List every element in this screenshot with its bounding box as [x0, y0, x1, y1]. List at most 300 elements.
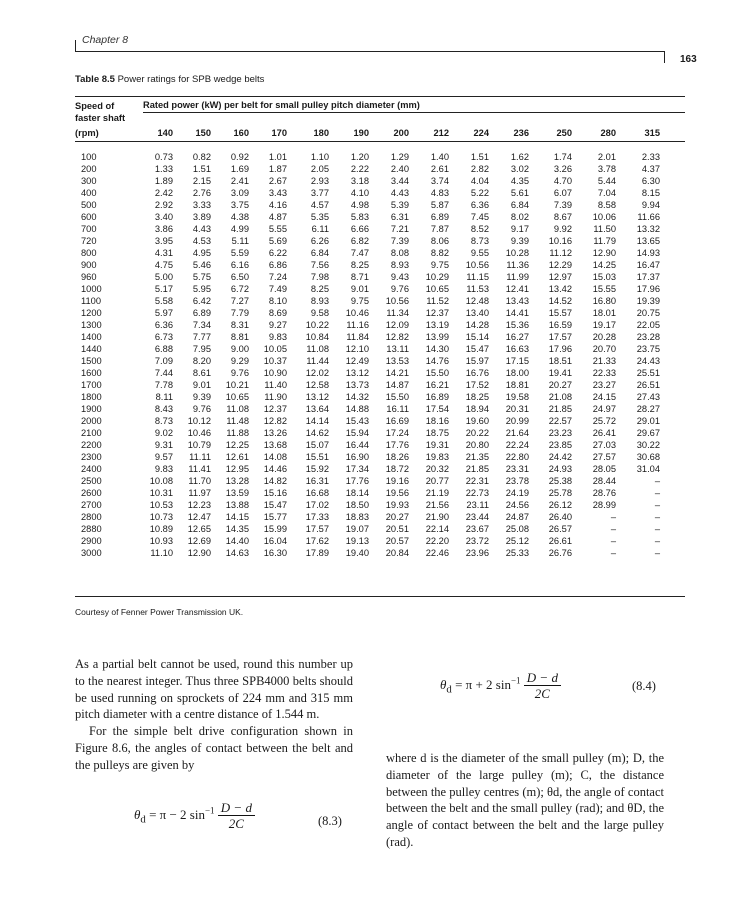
power-cell: 10.29: [425, 272, 449, 282]
power-cell: 7.49: [268, 284, 287, 294]
power-cell: 3.02: [510, 164, 529, 174]
table-row: [75, 523, 660, 535]
equation-number: (8.4): [632, 679, 656, 693]
row-speed-cell: 600: [81, 212, 97, 222]
power-cell: 21.85: [548, 404, 572, 414]
power-cell: 6.26: [310, 236, 329, 246]
table-label: Table 8.5: [75, 74, 115, 85]
power-cell: 3.18: [350, 176, 369, 186]
power-cell: 7.44: [154, 368, 173, 378]
power-cell: 12.82: [385, 332, 409, 342]
eq-numerator: D − d: [524, 670, 561, 686]
power-cell: 15.92: [305, 464, 329, 474]
power-cell: 8.93: [310, 296, 329, 306]
power-cell: 10.65: [225, 392, 249, 402]
power-cell: 5.22: [470, 188, 489, 198]
power-cell: 25.12: [505, 536, 529, 546]
power-cell: 23.27: [592, 380, 616, 390]
power-cell: 18.72: [385, 464, 409, 474]
power-cell: 4.16: [268, 200, 287, 210]
power-cell: 2.42: [154, 188, 173, 198]
power-cell: 7.47: [350, 248, 369, 258]
power-cell: 7.79: [230, 308, 249, 318]
power-cell: 7.98: [310, 272, 329, 282]
power-cell: 20.28: [592, 332, 616, 342]
power-cell: 11.88: [226, 428, 249, 438]
power-cell: 6.22: [268, 248, 287, 258]
power-cell: 20.32: [425, 464, 449, 474]
table-row: [75, 367, 660, 379]
row-speed-cell: 700: [81, 224, 97, 234]
table-top-rule: [75, 96, 685, 97]
power-cell: 5.35: [310, 212, 329, 222]
power-cell: 1.89: [154, 176, 173, 186]
power-cell: 10.89: [149, 524, 173, 534]
chapter-label: Chapter 8: [82, 34, 129, 46]
power-cell: 5.87: [430, 200, 449, 210]
power-cell: 11.44: [306, 356, 329, 366]
power-cell: 19.41: [548, 368, 572, 378]
power-cell: 4.31: [154, 248, 173, 258]
power-cell: 27.43: [636, 392, 660, 402]
power-cell: 2.92: [154, 200, 173, 210]
power-cell: 3.44: [390, 176, 409, 186]
table-row: [75, 391, 660, 403]
power-cell: 6.36: [154, 320, 173, 330]
power-cell: 22.33: [592, 368, 616, 378]
row-speed-cell: 900: [81, 260, 97, 270]
power-cell: 4.53: [192, 236, 211, 246]
power-cell: 10.90: [263, 368, 287, 378]
power-cell: 5.46: [192, 260, 211, 270]
power-cell: 26.40: [548, 512, 572, 522]
power-cell: 12.09: [385, 320, 409, 330]
power-cell: 7.09: [154, 356, 173, 366]
row-speed-cell: 1100: [81, 296, 101, 306]
power-cell: 10.93: [149, 536, 173, 546]
power-cell: 2.67: [268, 176, 287, 186]
power-cell: 23.72: [465, 536, 489, 546]
power-cell: 22.80: [505, 452, 529, 462]
power-cell: 10.53: [149, 500, 173, 510]
header-rule: [75, 51, 665, 52]
power-cell: 11.84: [346, 332, 369, 342]
row-speed-cell: 300: [81, 176, 97, 186]
power-cell: 8.25: [310, 284, 329, 294]
power-cell: 7.87: [430, 224, 449, 234]
eq-superscript: −1: [204, 805, 215, 816]
power-cell: –: [654, 476, 660, 486]
power-cell: 18.94: [465, 404, 489, 414]
power-cell: 10.12: [187, 416, 211, 426]
power-cell: 2.33: [641, 152, 660, 162]
power-cell: 9.39: [192, 392, 211, 402]
power-cell: 15.94: [345, 428, 369, 438]
paragraph: As a partial belt cannot be used, round this number up to the nearest integer. Thus three SPB4000 belts should be used running on sprockets of 224 mm and 315 mm pitch diameter with a centre distance of 1.544 m.: [75, 657, 353, 722]
power-cell: 16.31: [305, 476, 329, 486]
table-caption: Power ratings for SPB wedge belts: [117, 74, 265, 85]
power-cell: 24.93: [548, 464, 572, 474]
power-cell: 28.05: [592, 464, 616, 474]
power-cell: 5.39: [390, 200, 409, 210]
power-cell: 8.20: [192, 356, 211, 366]
power-cell: 16.89: [425, 392, 449, 402]
eq-theta: θ: [440, 676, 447, 692]
power-cell: 10.08: [149, 476, 173, 486]
power-cell: 17.57: [305, 524, 329, 534]
power-cell: 23.75: [636, 344, 660, 354]
power-cell: 13.73: [345, 380, 369, 390]
power-cell: 8.06: [430, 236, 449, 246]
power-cell: 13.68: [263, 440, 287, 450]
power-cell: 3.33: [192, 200, 211, 210]
paragraph: For the simple belt drive configuration shown in Figure 8.6, the angles of contact between the belt and the pulleys are given by: [75, 724, 353, 772]
power-cell: 22.14: [425, 524, 449, 534]
power-cell: 24.42: [548, 452, 572, 462]
table-row: [75, 535, 660, 547]
column-header-315: 315: [644, 128, 660, 138]
power-cell: 1.62: [510, 152, 529, 162]
power-cell: 31.04: [636, 464, 660, 474]
power-cell: 25.51: [636, 368, 660, 378]
power-cell: 7.21: [390, 224, 409, 234]
power-cell: 12.25: [225, 440, 249, 450]
power-cell: 6.42: [192, 296, 211, 306]
power-cell: 21.90: [425, 512, 449, 522]
power-cell: 11.08: [226, 404, 249, 414]
power-cell: –: [654, 512, 660, 522]
table-title: [75, 74, 264, 85]
power-cell: 22.05: [636, 320, 660, 330]
power-cell: 12.97: [548, 272, 572, 282]
table-row: [75, 143, 660, 163]
power-cell: 24.15: [592, 392, 616, 402]
power-cell: 10.05: [263, 344, 287, 354]
row-speed-cell: 1500: [81, 356, 102, 366]
power-cell: 12.58: [305, 380, 329, 390]
table-row: [75, 187, 660, 199]
power-cell: 4.95: [192, 248, 211, 258]
power-cell: 17.34: [345, 464, 369, 474]
row-speed-cell: 1200: [81, 308, 102, 318]
row-speed-cell: 2800: [81, 512, 102, 522]
power-cell: –: [610, 512, 616, 522]
right-column: [386, 750, 664, 851]
eq-theta: θ: [134, 806, 141, 822]
power-cell: 2.93: [310, 176, 329, 186]
power-cell: 18.81: [505, 380, 529, 390]
power-cell: 11.50: [593, 224, 616, 234]
power-cell: 7.04: [597, 188, 616, 198]
power-cell: 0.73: [154, 152, 173, 162]
power-cell: 1.51: [192, 164, 211, 174]
equation-8-3: [134, 800, 255, 831]
power-cell: 9.83: [268, 332, 287, 342]
power-cell: 7.39: [390, 236, 409, 246]
power-cell: 17.54: [425, 404, 449, 414]
power-cell: 28.76: [592, 488, 616, 498]
power-cell: 20.99: [505, 416, 529, 426]
power-cell: 25.08: [505, 524, 529, 534]
power-cell: 8.69: [268, 308, 287, 318]
power-cell: 14.32: [345, 392, 369, 402]
power-cell: 4.10: [350, 188, 369, 198]
power-cell: 1.33: [154, 164, 173, 174]
power-cell: 15.36: [505, 320, 529, 330]
table-bottom-rule: [75, 596, 685, 597]
power-cell: 22.20: [425, 536, 449, 546]
eq-middle: = π + 2 sin: [451, 676, 511, 692]
power-cell: 9.43: [390, 272, 409, 282]
eq-subscript: d: [140, 813, 146, 826]
power-cell: 16.04: [263, 536, 287, 546]
power-cell: 21.56: [425, 500, 449, 510]
power-cell: 28.99: [592, 500, 616, 510]
power-cell: 11.12: [549, 248, 572, 258]
spanner-rule: [143, 112, 685, 113]
power-cell: 25.78: [548, 488, 572, 498]
power-cell: 11.15: [466, 272, 489, 282]
power-cell: 2.40: [390, 164, 409, 174]
stub-header-rpm: (rpm): [75, 128, 99, 138]
power-cell: 3.09: [230, 188, 249, 198]
power-cell: 2.01: [597, 152, 616, 162]
power-cell: 17.02: [305, 500, 329, 510]
power-cell: 23.44: [465, 512, 489, 522]
power-cell: 4.57: [310, 200, 329, 210]
power-cell: 8.10: [268, 296, 287, 306]
power-cell: 15.57: [548, 308, 572, 318]
eq-fraction: [524, 670, 561, 701]
power-cell: 9.76: [390, 284, 409, 294]
power-cell: 17.37: [636, 272, 660, 282]
power-cell: 24.19: [505, 488, 529, 498]
left-column: [75, 656, 353, 774]
power-cell: 19.07: [345, 524, 369, 534]
power-cell: 19.16: [385, 476, 409, 486]
table-row: [75, 259, 660, 271]
power-cell: 13.11: [386, 344, 409, 354]
table-row: [75, 451, 660, 463]
stub-header: [75, 100, 135, 124]
power-cell: 6.36: [470, 200, 489, 210]
power-cell: 30.68: [636, 452, 660, 462]
power-cell: 27.57: [592, 452, 616, 462]
power-cell: 13.43: [505, 296, 529, 306]
power-cell: 13.99: [425, 332, 449, 342]
power-cell: 6.88: [154, 344, 173, 354]
power-cell: 18.75: [425, 428, 449, 438]
power-cell: 5.11: [231, 236, 249, 246]
power-cell: 18.26: [385, 452, 409, 462]
power-cell: 9.76: [192, 404, 211, 414]
power-cell: 9.01: [192, 380, 211, 390]
power-cell: 14.46: [263, 464, 287, 474]
power-cell: 1.69: [230, 164, 249, 174]
power-cell: 9.31: [154, 440, 173, 450]
power-cell: 8.58: [597, 200, 616, 210]
column-header-212: 212: [433, 128, 449, 138]
power-cell: 12.61: [225, 452, 249, 462]
power-cell: 13.64: [305, 404, 329, 414]
row-speed-cell: 1800: [81, 392, 102, 402]
power-cell: 11.08: [306, 344, 329, 354]
power-cell: 19.39: [636, 296, 660, 306]
power-cell: 11.97: [188, 488, 211, 498]
power-cell: 8.67: [553, 212, 572, 222]
column-header-160: 160: [233, 128, 249, 138]
power-cell: 10.28: [505, 248, 529, 258]
row-speed-cell: 1300: [81, 320, 102, 330]
power-cell: 2.82: [470, 164, 489, 174]
table-row: [75, 235, 660, 247]
power-cell: 3.74: [430, 176, 449, 186]
power-cell: 14.14: [305, 416, 329, 426]
power-cell: 24.97: [592, 404, 616, 414]
power-cell: 9.39: [510, 236, 529, 246]
column-header-150: 150: [195, 128, 211, 138]
power-cell: 27.03: [592, 440, 616, 450]
power-cell: 17.96: [636, 284, 660, 294]
power-cell: 10.06: [592, 212, 616, 222]
power-cell: 20.70: [592, 344, 616, 354]
row-speed-cell: 2100: [81, 428, 102, 438]
power-cell: 11.16: [346, 320, 369, 330]
power-cell: 7.77: [192, 332, 211, 342]
table-row: [75, 511, 660, 523]
power-cell: 14.52: [548, 296, 572, 306]
power-cell: 12.82: [263, 416, 287, 426]
row-speed-cell: 500: [81, 200, 97, 210]
page-number: 163: [680, 54, 697, 65]
row-speed-cell: 1600: [81, 368, 102, 378]
eq-subscript: d: [446, 683, 452, 696]
row-speed-cell: 1900: [81, 404, 102, 414]
power-cell: 4.35: [510, 176, 529, 186]
table-row: [75, 463, 660, 475]
power-cell: 8.81: [230, 332, 249, 342]
power-cell: 17.89: [305, 548, 329, 558]
power-cell: 18.16: [425, 416, 449, 426]
power-cell: 19.17: [592, 320, 616, 330]
power-cell: 23.31: [505, 464, 529, 474]
power-cell: 23.67: [465, 524, 489, 534]
eq-superscript: −1: [510, 675, 521, 686]
power-cell: 21.35: [465, 452, 489, 462]
power-cell: 14.88: [345, 404, 369, 414]
power-cell: 2.76: [192, 188, 211, 198]
power-cell: 20.27: [548, 380, 572, 390]
eq-denominator: 2C: [534, 686, 550, 701]
power-cell: 1.40: [430, 152, 449, 162]
power-cell: 6.66: [350, 224, 369, 234]
column-header-190: 190: [353, 128, 369, 138]
power-cell: 5.75: [192, 272, 211, 282]
power-cell: 3.89: [192, 212, 211, 222]
power-cell: 6.50: [230, 272, 249, 282]
power-cell: –: [610, 524, 616, 534]
power-cell: 4.04: [470, 176, 489, 186]
power-cell: –: [610, 536, 616, 546]
power-cell: 10.84: [305, 332, 329, 342]
power-cell: 6.30: [641, 176, 660, 186]
table-row: [75, 439, 660, 451]
power-cell: 14.93: [636, 248, 660, 258]
table-row: [75, 415, 660, 427]
power-cell: 4.99: [230, 224, 249, 234]
equation-number: (8.3): [318, 814, 342, 828]
power-cell: 2.61: [430, 164, 449, 174]
table-row: [75, 163, 660, 175]
power-cell: 3.75: [230, 200, 249, 210]
power-cell: 15.03: [592, 272, 616, 282]
power-cell: 12.65: [187, 524, 211, 534]
table-row: [75, 307, 660, 319]
power-cell: 25.38: [548, 476, 572, 486]
power-cell: 16.44: [345, 440, 369, 450]
power-cell: 12.10: [345, 344, 369, 354]
power-cell: 14.30: [425, 344, 449, 354]
table-row: [75, 199, 660, 211]
power-cell: 10.79: [187, 440, 211, 450]
power-cell: 3.40: [154, 212, 173, 222]
power-cell: 22.24: [505, 440, 529, 450]
power-cell: 15.47: [465, 344, 489, 354]
power-cell: 11.52: [426, 296, 449, 306]
row-speed-cell: 200: [81, 164, 97, 174]
power-cell: 3.86: [154, 224, 173, 234]
table-row: [75, 223, 660, 235]
power-cell: 6.73: [154, 332, 173, 342]
power-cell: 24.87: [505, 512, 529, 522]
power-cell: 14.25: [592, 260, 616, 270]
power-cell: 7.27: [230, 296, 249, 306]
power-cell: 11.36: [506, 260, 529, 270]
power-cell: 5.95: [192, 284, 211, 294]
power-cell: 23.78: [505, 476, 529, 486]
power-cell: 20.22: [465, 428, 489, 438]
equation-8-4: [440, 670, 561, 701]
row-speed-cell: 2600: [81, 488, 102, 498]
power-cell: 10.31: [149, 488, 173, 498]
power-cell: 16.21: [425, 380, 449, 390]
table-row: [75, 271, 660, 283]
row-speed-cell: 960: [81, 272, 97, 282]
power-cell: 5.97: [154, 308, 173, 318]
row-speed-cell: 3000: [81, 548, 102, 558]
power-cell: 19.31: [425, 440, 449, 450]
column-header-200: 200: [393, 128, 409, 138]
paragraph: where d is the diameter of the small pulley (m); D, the diameter of the large pulley (m); C, the distance between the pulley centres (m); θd, the angle of contact between the belt and the small pulley (rad); and θD, the angle of contact between the belt and the large pulley (rad).: [386, 751, 664, 849]
power-cell: 7.78: [154, 380, 173, 390]
power-cell: 2.22: [350, 164, 369, 174]
power-cell: 4.43: [192, 224, 211, 234]
power-cell: 10.22: [305, 320, 329, 330]
power-cell: 18.51: [548, 356, 572, 366]
power-cell: 23.23: [548, 428, 572, 438]
power-cell: 4.38: [230, 212, 249, 222]
power-cell: 8.11: [155, 392, 173, 402]
column-header-180: 180: [313, 128, 329, 138]
row-speed-cell: 2000: [81, 416, 102, 426]
power-cell: 13.65: [636, 236, 660, 246]
power-cell: 15.50: [385, 392, 409, 402]
power-cell: 5.44: [597, 176, 616, 186]
power-cell: –: [654, 536, 660, 546]
power-cell: 18.50: [345, 500, 369, 510]
power-cell: 11.48: [226, 416, 249, 426]
power-cell: 4.83: [430, 188, 449, 198]
